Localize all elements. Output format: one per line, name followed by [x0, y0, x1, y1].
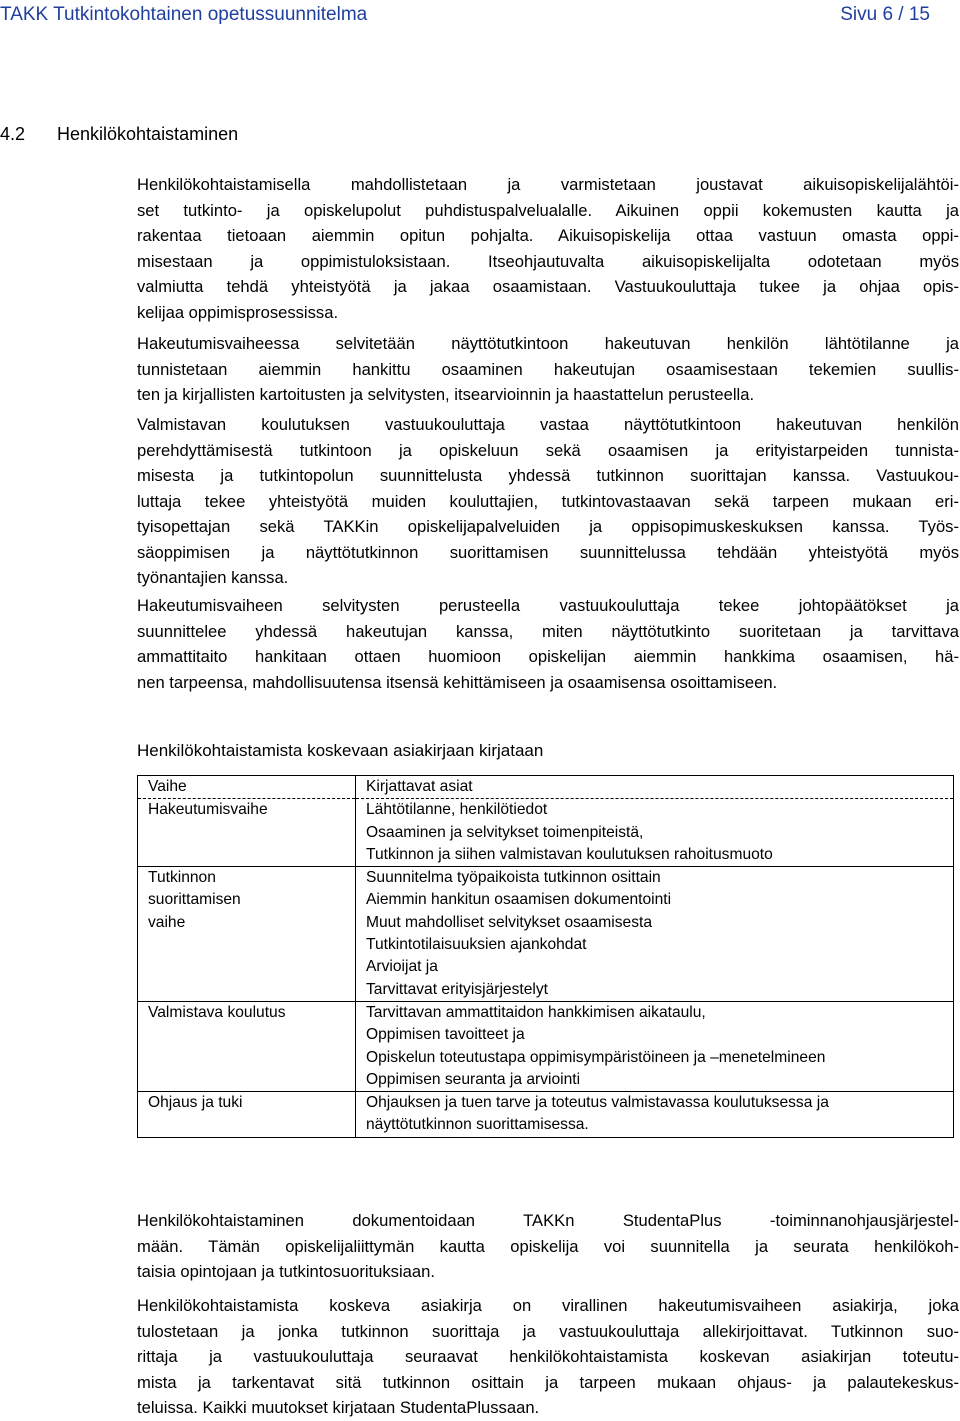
paragraph-line: taisia opintojaan ja tutkintosuorituksiaan. [137, 1262, 435, 1281]
table-row [138, 799, 954, 867]
section-heading [0, 123, 238, 145]
page-number: Sivu 6 / 15 [840, 4, 930, 25]
table-title: Henkilökohtaistamista koskevaan asiakirjaan kirjataan [137, 741, 544, 760]
table-header-row [138, 776, 954, 799]
item-line: Tarvittavat erityisjärjestelyt [366, 980, 548, 998]
paragraph-line: Henkilökohtaistaminen dokumentoidaan TAKKn StudentaPlus -toiminnanohjausjärjestel- [137, 1211, 959, 1230]
paragraph-line: suunnittelee yhdessä hakeutujan kanssa, miten näyttötutkinto suoritetaan ja tarvittava [137, 621, 959, 641]
item-line: näyttötutkinnon suorittamisessa. [366, 1116, 589, 1134]
item-line: Muut mahdolliset selvitykset osaamisesta [366, 913, 653, 931]
paragraph-line: set tutkinto- ja opiskelupolut puhdistuspalvelualalle. Aikuinen oppii kokemusten kautta ja [137, 200, 959, 220]
phase-cell [138, 799, 356, 867]
paragraph-line: perehdyttämisestä tutkintoon ja opiskeluun sekä osaamisen ja erityistarpeiden tunnista- [137, 440, 959, 460]
paragraph-line: Valmistavan koulutuksen vastuukouluttaja vastaa näyttötutkintoon hakeutuvan henkilön [137, 415, 959, 434]
paragraph-line: Hakeutumisvaiheessa selvitetään näyttötutkintoon hakeutuvan henkilön lähtötilanne ja [137, 334, 959, 353]
item-line: Lähtötilanne, henkilötiedot [366, 801, 548, 819]
paragraph-line: mään. Tämän opiskelijaliittymän kautta opiskelija voi suunnitella ja seurata henkilökoh- [137, 1236, 959, 1256]
paragraph [137, 1293, 959, 1421]
item-line: Tutkinnon ja siihen valmistavan koulutuksen rahoitusmuoto [366, 845, 773, 863]
paragraph-line: tunnistetaan aiemmin hankittu osaaminen hakeutujan osaamisestaan tekemien suullis- [137, 359, 959, 379]
paragraph-line: ammattitaito hankitaan ottaen huomioon opiskelijan aiemmin hankkima osaamisen, hä- [137, 647, 959, 666]
item-line: Osaaminen ja selvitykset toimenpiteistä, [366, 823, 644, 841]
paragraph-line: mista ja tarkentavat sitä tutkinnon osittain ja tarpeen mukaan ohjaus- ja palautekeskus- [137, 1372, 959, 1392]
header-cell-phase: Vaihe [138, 776, 356, 799]
item-line: Ohjauksen ja tuen tarve ja toteutus valmistavassa koulutuksessa ja [366, 1094, 829, 1112]
items-cell [356, 1092, 954, 1138]
paragraph [137, 172, 959, 325]
phase-cell [138, 867, 356, 1002]
paragraph-line: valmiutta tehdä yhteistyötä ja jakaa osaamistaan. Vastuukouluttaja tukee ja ohjaa opis- [137, 277, 959, 296]
paragraph-line: työnantajien kanssa. [137, 568, 289, 587]
paragraph [137, 1208, 959, 1285]
items-cell [356, 1001, 954, 1091]
paragraph-line: luttaja tekee yhteistyötä muiden kouluttajien, tutkintovastaavan sekä tarpeen mukaan eri- [137, 491, 959, 511]
paragraph [137, 412, 959, 591]
phase-label: suorittamisen [148, 891, 241, 909]
paragraph-line: rakentaa tietoaan aiemmin opitun pohjalta. Aikuisopiskelija ottaa vastuun omasta oppi- [137, 226, 959, 245]
phase-cell [138, 1092, 356, 1138]
item-line: Oppimisen seuranta ja arviointi [366, 1070, 581, 1088]
item-line: Oppimisen tavoitteet ja [366, 1026, 525, 1044]
table-row [138, 1092, 954, 1138]
section-title: Henkilökohtaistaminen [57, 124, 239, 144]
phase-label: vaihe [148, 913, 186, 931]
phase-label: Tutkinnon [148, 869, 216, 887]
table-row [138, 1001, 954, 1091]
item-line: Suunnitelma työpaikoista tutkinnon osittain [366, 869, 661, 887]
phase-cell [138, 1001, 356, 1091]
document-title: TAKK Tutkintokohtainen opetussuunnitelma [0, 4, 368, 25]
item-line: Arvioijat ja [366, 958, 438, 976]
items-cell [356, 799, 954, 867]
paragraph-line: misesta ja tutkintopolun suunnittelusta yhdessä tutkinnon suorittajan kanssa. Vastuukou- [137, 466, 959, 485]
documentation-table [137, 775, 954, 1138]
section-number: 4.2 [0, 124, 26, 144]
paragraph-line: Henkilökohtaistamista koskeva asiakirja on virallinen hakeutumisvaiheen asiakirja, joka [137, 1296, 959, 1315]
item-line: Aiemmin hankitun osaamisen dokumentointi [366, 891, 672, 909]
paragraph-line: rittaja ja vastuukouluttaja seuraavat henkilökohtaistamista koskevan asiakirjan toteutu- [137, 1347, 959, 1366]
item-line: Opiskelun toteutustapa oppimisympäristöineen ja –menetelmineen [366, 1048, 826, 1066]
paragraph-line: säoppimisen ja näyttötutkinnon suorittamisen suunnittelussa tehdään yhteistyötä myös [137, 542, 959, 562]
paragraph-line: misestaan ja oppimistuloksistaan. Itseohjautuvalta aikuisopiskelijalta odotetaan myös [137, 251, 959, 271]
table-row [138, 867, 954, 1002]
paragraph [137, 331, 959, 408]
phase-label: Valmistava koulutus [148, 1003, 286, 1021]
item-line: Tarvittavan ammattitaidon hankkimisen aikataulu, [366, 1003, 706, 1021]
paragraph-line: ten ja kirjallisten kartoitusten ja selvitysten, itsearvioinnin ja haastattelun perusteella. [137, 385, 755, 404]
item-line: Tutkintotilaisuuksien ajankohdat [366, 936, 587, 954]
header-cell-items: Kirjattavat asiat [356, 776, 954, 799]
paragraph-line: kelijaa oppimisprosessissa. [137, 302, 339, 322]
paragraph-line: nen tarpeensa, mahdollisuutensa itsensä kehittämiseen ja osaamisensa osoittamiseen. [137, 672, 778, 692]
paragraph-line: teluissa. Kaikki muutokset kirjataan StudentaPlussaan. [137, 1398, 540, 1417]
paragraph-line: tulostetaan ja jonka tutkinnon suorittaja ja vastuukouluttaja allekirjoittavat. Tutkinnon suo- [137, 1321, 959, 1341]
paragraph-line: Henkilökohtaistamisella mahdollistetaan ja varmistetaan joustavat aikuisopiskelijalähtöi- [137, 175, 959, 194]
paragraph-line: Hakeutumisvaiheen selvitysten perusteella vastuukouluttaja tekee johtopäätökset ja [137, 596, 959, 615]
phase-label: Ohjaus ja tuki [148, 1094, 243, 1112]
phase-label: Hakeutumisvaihe [148, 801, 268, 819]
paragraph-line: tyisopettajan sekä TAKKin opiskelijapalveluiden ja oppisopimuskeskuksen kanssa. Työs- [137, 517, 959, 536]
items-cell [356, 867, 954, 1002]
paragraph [137, 593, 959, 695]
